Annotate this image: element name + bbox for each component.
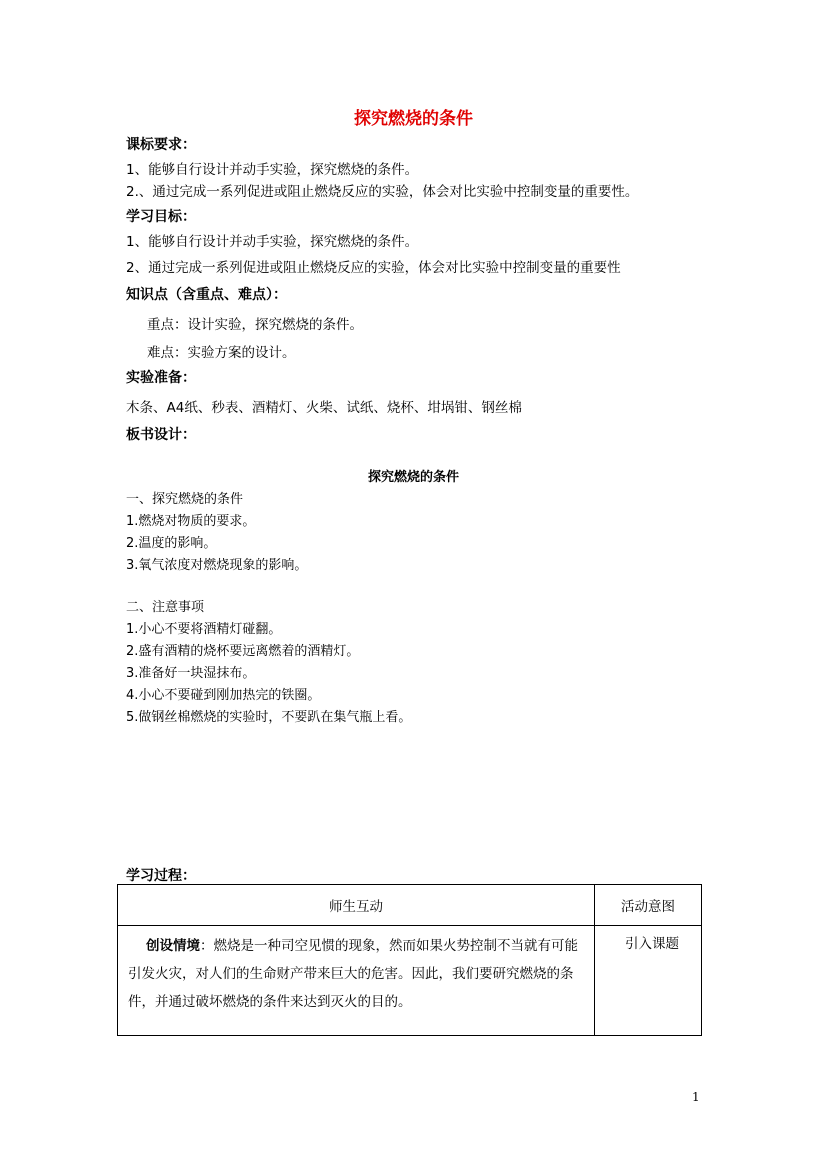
curriculum-item-2: 2.、通过完成一系列促进或阻止燃烧反应的实验，体会对比实验中控制变量的重要性。	[126, 184, 639, 200]
table-header-intent: 活动意图	[595, 885, 702, 926]
table-row	[118, 926, 702, 1036]
knowledge-key-point: 重点：设计实验，探究燃烧的条件。	[147, 317, 363, 333]
page-number: 1	[692, 1090, 700, 1104]
process-table	[117, 884, 702, 1036]
board-section2-item: 2.盛有酒精的烧杯要远离燃着的酒精灯。	[126, 644, 360, 659]
board-section2-heading: 二、注意事项	[126, 600, 205, 615]
board-section1-item: 3.氧气浓度对燃烧现象的影响。	[126, 558, 308, 573]
board-section1-item: 1.燃烧对物质的要求。	[126, 514, 256, 529]
board-section2-item: 1.小心不要将酒精灯碰翻。	[126, 622, 282, 637]
board-section2-item: 3.准备好一块湿抹布。	[126, 666, 256, 681]
objective-item-2: 2、通过完成一系列促进或阻止燃烧反应的实验，体会对比实验中控制变量的重要性	[126, 260, 621, 276]
knowledge-difficult-point: 难点：实验方案的设计。	[147, 345, 296, 361]
board-title: 探究燃烧的条件	[367, 470, 459, 485]
board-section1-item: 2.温度的影响。	[126, 536, 217, 551]
board-section1-heading: 一、探究燃烧的条件	[126, 492, 244, 507]
prep-materials: 木条、A4纸、秒表、酒精灯、火柴、试纸、烧杯、坩埚钳、钢丝棉	[126, 400, 522, 416]
scenario-label: 创设情境	[146, 938, 200, 954]
scenario-text: ：燃烧是一种司空见惯的现象，然而如果火势控制不当就有可能引发火灾，对人们的生命财产带来巨大的危害。因此，我们要研究燃烧的条件，并通过破坏燃烧的条件来达到灭火的目的。	[128, 938, 578, 1010]
objective-item-1: 1、能够自行设计并动手实验，探究燃烧的条件。	[126, 234, 419, 250]
curriculum-item-1: 1、能够自行设计并动手实验，探究燃烧的条件。	[126, 162, 419, 178]
table-cell-interaction	[118, 926, 595, 1036]
table-header-row	[118, 885, 702, 926]
board-section2-item: 5.做钢丝棉燃烧的实验时，不要趴在集气瓶上看。	[126, 710, 412, 725]
table-cell-intent: 引入课题	[595, 926, 702, 1036]
prep-heading: 实验准备：	[126, 370, 196, 386]
page-title: 探究燃烧的条件	[354, 109, 473, 129]
table-header-interaction: 师生互动	[118, 885, 595, 926]
board-section2-item: 4.小心不要碰到刚加热完的铁圈。	[126, 688, 321, 703]
objectives-heading: 学习目标：	[126, 209, 196, 225]
board-heading: 板书设计：	[126, 427, 196, 443]
knowledge-heading: 知识点（含重点、难点）：	[126, 287, 287, 303]
process-heading: 学习过程：	[126, 868, 196, 884]
curriculum-heading: 课标要求：	[126, 137, 196, 153]
